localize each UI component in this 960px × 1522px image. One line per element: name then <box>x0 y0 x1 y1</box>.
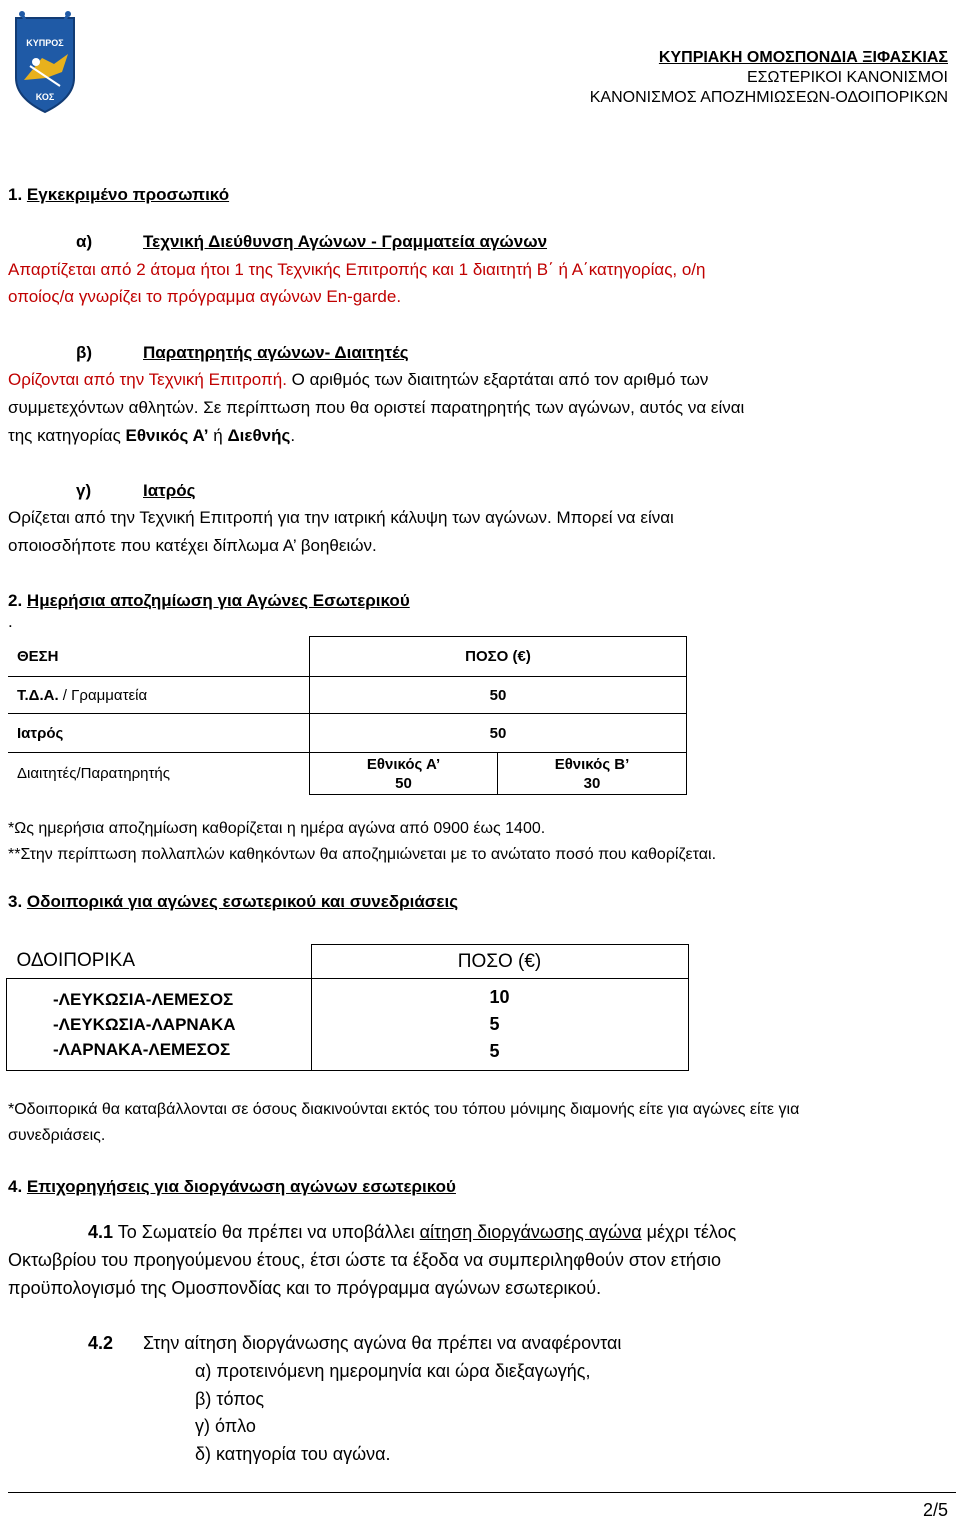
section-4-heading: 4. Επιχορηγήσεις για διοργάνωση αγώνων εσωτερικού <box>8 1177 456 1196</box>
logo-text-top: ΚΥΠΡΟΣ <box>26 38 64 48</box>
table-cell-national-a: Εθνικός Α’ 50 <box>310 753 498 795</box>
subsection-b-text-2: συμμετεχόντων αθλητών. Σε περίπτωση που θα οριστεί παρατηρητής των αγώνων, αυτός να είναι <box>8 398 745 417</box>
header-block <box>590 48 948 108</box>
amount-2: 5 <box>489 1014 500 1034</box>
amount-1: 10 <box>489 987 510 1007</box>
route-3: -ΛΑΡΝΑΚΑ-ΛΕΜΕΣΟΣ <box>53 1040 231 1059</box>
list-item-date: α) προτεινόμενη ημερομηνία και ώρα διεξαγωγής, <box>195 1361 591 1381</box>
travel-header-routes: ΟΔΟΙΠΟΡΙΚΑ <box>7 945 312 979</box>
subsection-a-text-2: οποίος/α γνωρίζει το πρόγραμμα αγώνων En-garde. <box>8 287 402 306</box>
subsection-a-text-1: Απαρτίζεται από 2 άτομα ήτοι 1 της Τεχνικής Επιτροπής και 1 διαιτητή Β΄ ή Α΄κατηγορίας, ο/η <box>8 260 706 279</box>
table-row-doctor: Ιατρός <box>8 714 310 753</box>
table-cell-national-b: Εθνικός Β’ 30 <box>498 753 687 795</box>
daily-allowance-table <box>8 636 687 795</box>
subsection-a-label: α) <box>76 232 93 251</box>
section-1-heading: 1. Εγκεκριμένο προσωπικό <box>8 185 230 204</box>
para-4-1-line-3: προϋπολογισμό της Ομοσπονδίας και το πρόγραμμα αγώνων εσωτερικού. <box>8 1278 602 1298</box>
travel-routes-cell <box>7 979 312 1071</box>
para-4-1-line-1: 4.1 Το Σωματείο θα πρέπει να υποβάλλει αίτηση διοργάνωσης αγώνα μέχρι τέλος <box>88 1222 737 1242</box>
section-3-heading: 3. Οδοιπορικά για αγώνες εσωτερικού και συνεδριάσεις <box>8 892 459 911</box>
header-line-3: ΚΑΝΟΝΙΣΜΟΣ ΑΠΟΖΗΜΙΩΣΕΩΝ-ΟΔΟΙΠΟΡΙΚΩΝ <box>589 89 948 106</box>
subsection-b-title: Παρατηρητής αγώνων- Διαιτητές <box>143 343 409 362</box>
subsection-c-title: Ιατρός <box>143 481 196 500</box>
travel-header-amount: ΠΟΣΟ (€) <box>311 945 688 979</box>
org-name: ΚΥΠΡΙΑΚΗ ΟΜΟΣΠΟΝΔΙΑ ΞΙΦΑΣΚΙΑΣ <box>658 49 948 66</box>
subsection-b-text-1: Ορίζονται από την Τεχνική Επιτροπή. Ο αριθμός των διαιτητών εξαρτάται από τον αριθμό των <box>8 370 709 389</box>
section-1-title: Εγκεκριμένο προσωπικό <box>26 185 230 204</box>
subsection-a-title: Τεχνική Διεύθυνση Αγώνων - Γραμματεία αγώνων <box>143 232 548 251</box>
table-row-referees: Διαιτητές/Παρατηρητής <box>8 753 310 795</box>
table-row-doctor-amount: 50 <box>310 714 687 753</box>
list-item-venue: β) τόπος <box>195 1389 265 1409</box>
section-2-dot: . <box>8 612 13 631</box>
travel-amounts-cell <box>311 979 688 1071</box>
section-2-title: Ημερήσια αποζημίωση για Αγώνες Εσωτερικού <box>26 591 410 610</box>
section-4-title: Επιχορηγήσεις για διοργάνωση αγώνων εσωτερικού <box>26 1177 456 1196</box>
header-line-2: ΕΣΩΤΕΡΙΚΟΙ ΚΑΝΟΝΙΣΜΟΙ <box>746 69 948 86</box>
footer-divider <box>8 1492 956 1493</box>
logo-text-bottom: ΚΟΣ <box>35 92 55 102</box>
para-4-2-number: 4.2 <box>88 1333 114 1353</box>
para-4-2-text: Στην αίτηση διοργάνωσης αγώνα θα πρέπει να αναφέρονται <box>143 1333 622 1353</box>
subsection-c-text-2: οποιοσδήποτε που κατέχει δίπλωμα Α’ βοηθειών. <box>8 536 377 555</box>
para-4-1-line-2: Οκτωβρίου του προηγούμενου έτους, έτσι ώστε τα έξοδα να συμπεριληφθούν στον ετήσιο <box>8 1250 722 1270</box>
section-2-note-1: *Ως ημερήσια αποζημίωση καθορίζεται η ημέρα αγώνα από 0900 έως 1400. <box>8 820 546 837</box>
subsection-c-label: γ) <box>76 481 92 500</box>
table-row-tda-amount: 50 <box>310 677 687 714</box>
list-item-category: δ) κατηγορία του αγώνα. <box>195 1444 391 1464</box>
route-2: -ΛΕΥΚΩΣΙΑ-ΛΑΡΝΑΚΑ <box>53 1015 236 1034</box>
section-2-note-2: **Στην περίπτωση πολλαπλών καθηκόντων θα αποζημιώνεται με το ανώτατο ποσό που καθορίζεται. <box>8 846 717 863</box>
section-2-heading: 2. Ημερήσια αποζημίωση για Αγώνες Εσωτερικού <box>8 591 410 610</box>
travel-table <box>6 944 689 1071</box>
section-3-note-2: συνεδριάσεις. <box>8 1127 106 1144</box>
subsection-b-text-3: της κατηγορίας Εθνικός Α’ ή Διεθνής. <box>8 426 296 445</box>
list-item-weapon: γ) όπλο <box>195 1416 256 1436</box>
application-link-text: αίτηση διοργάνωσης αγώνα <box>419 1222 642 1242</box>
section-3-title: Οδοιπορικά για αγώνες εσωτερικού και συνεδριάσεις <box>26 892 459 911</box>
table-header-amount: ΠΟΣΟ (€) <box>310 637 687 677</box>
table-header-position: ΘΕΣΗ <box>8 637 310 677</box>
amount-3: 5 <box>489 1041 500 1061</box>
section-3-note-1: *Οδοιπορικά θα καταβάλλονται σε όσους διακινούνται εκτός του τόπου μόνιμης διαμονής είτε για αγώνες είτε για <box>8 1101 800 1118</box>
subsection-b-label: β) <box>76 343 93 362</box>
route-1: -ΛΕΥΚΩΣΙΑ-ΛΕΜΕΣΟΣ <box>53 990 234 1009</box>
table-row-tda: Τ.Δ.Α. / Γραμματεία <box>8 677 310 714</box>
page-number: 2/5 <box>922 1500 948 1520</box>
federation-logo <box>10 8 80 118</box>
subsection-c-text-1: Ορίζεται από την Τεχνική Επιτροπή για την ιατρική κάλυψη των αγώνων. Μπορεί να είναι <box>8 508 674 527</box>
